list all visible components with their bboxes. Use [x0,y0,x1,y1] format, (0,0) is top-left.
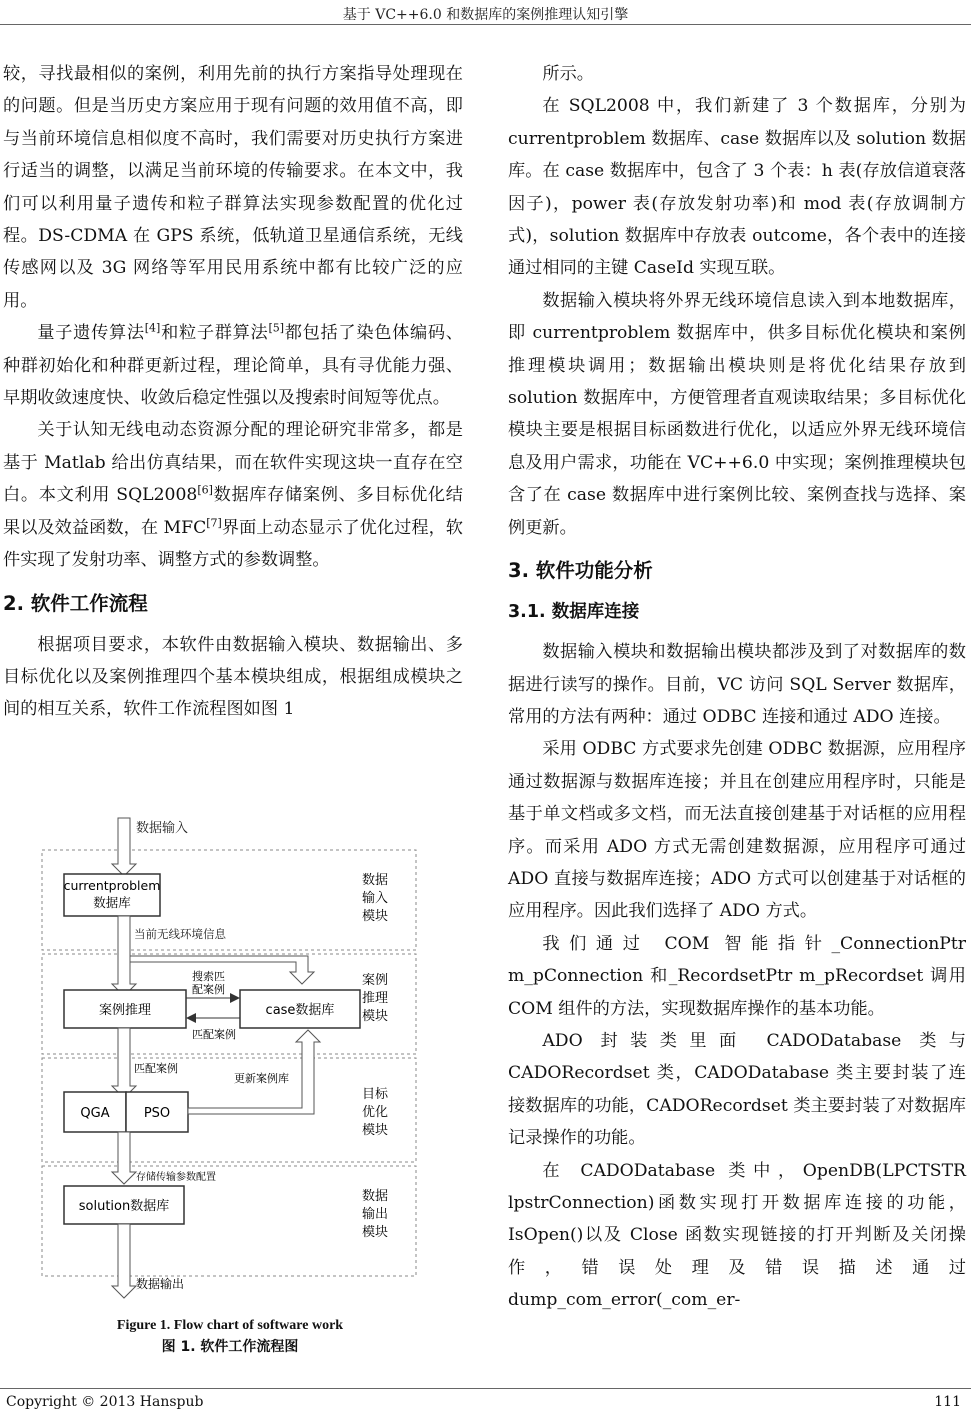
paragraph: 在 CADODatabase 类中，OpenDB(LPCTSTR lpstrConnection)函数实现打开数据库连接的功能，IsOpen()以及 Close 函数实现链接的打开判断及关闭操作，错误处理及错误描述通过 dump_com_error(_com_er- [508,1160,966,1311]
svg-text:solution数据库: solution数据库 [78,1199,170,1214]
left-column [3,58,463,726]
flowchart-figure [40,806,420,1318]
section-heading: 2. 软件工作流程 [3,591,148,615]
citation: [6] [197,483,213,497]
svg-text:数据输出: 数据输出 [136,1277,185,1291]
output-arrow [112,1224,136,1298]
paragraph: 根据项目要求，本软件由数据输入模块、数据输出、多目标优化以及案例推理四个基本模块组成，根据组成模块之间的相互关系，软件工作流程图如图 1 [3,634,463,720]
label-data-in: 数据输入 [136,821,189,836]
svg-text:模块: 模块 [361,1225,389,1240]
svg-text:更新案例库: 更新案例库 [234,1072,289,1085]
citation: [5] [268,321,285,335]
page-number: 111 [934,1394,961,1410]
figure-caption-zh: 图 1. 软件工作流程图 [161,1339,299,1355]
svg-text:输入: 输入 [361,891,389,906]
svg-text:存储传输参数配置: 存储传输参数配置 [136,1172,216,1183]
svg-text:模块: 模块 [361,1009,389,1024]
flowchart-svg [40,806,420,1318]
match-down-arrow [112,1028,136,1098]
svg-text:优化: 优化 [361,1105,389,1120]
svg-text:模块: 模块 [361,909,389,924]
svg-text:PSO: PSO [143,1106,171,1121]
svg-text:数据: 数据 [361,873,389,888]
paragraph: 关于认知无线电动态资源分配的理论研究非常多，都是基于 Matlab 给出仿真结果，而在软件实现这块一直存在空白。本文利用 SQL2008[6]数据库存储案例、多目标优化结果以及效益函数，在 MFC[7]界面上动态显示了优化过程，软件实现了发射功率、调整方式的参数调整。 [3,420,463,571]
svg-text:目标: 目标 [361,1087,389,1102]
svg-text:配案例: 配案例 [192,983,225,996]
paragraph: ADO 封装类里面 CADODatabase 类与 CADORecordset 类，CADODatabase 类主要封装了连接数据库的功能，CADORecordset 类主要封装了对数据库记录操作的功能。 [508,1030,966,1149]
paragraph: 数据输入模块将外界无线环境信息读入到本地数据库，即 currentproblem 数据库中，供多目标优化模块和案例推理模块调用；数据输出模块则是将优化结果存放到 solution 数据库中，方便管理者直观读取结果；多目标优化模块主要是根据目标函数进行优化，以适应外界无线环境信息及用户需求，功能在 VC++6.0 中实现；案例推理模块包含了在 case 数据库中进行案例比较、案例查找与选择、案例更新。 [508,290,966,538]
store-arrow [112,1132,136,1184]
footer-copyright: Copyright © 2013 Hanspub [6,1394,204,1410]
paragraph: 采用 ODBC 方式要求先创建 ODBC 数据源，应用程序通过数据源与数据库连接；并且在创建应用程序时，只能是基于单文档或多文档，而无法直接创建基于对话框的应用程序。而采用 ADO 方式无需创建数据源，应用程序可通过 ADO 直接与数据库连接；ADO 方式可以创建基于对话框的应用程序。因此我们选择了 ADO 方式。 [508,739,966,922]
svg-text:匹配案例: 匹配案例 [134,1062,178,1075]
svg-text:模块: 模块 [361,1123,389,1138]
paragraph: 所示。 [542,64,594,84]
paragraph: 量子遗传算法[4]和粒子群算法[5]都包括了染色体编码、种群初始化和种群更新过程，理论简单，具有寻优能力强、早期收敛速度快、收敛后稳定性强以及搜索时间短等优点。 [3,321,463,409]
footer-rule [0,1388,971,1389]
paragraph: 较，寻找最相似的案例，利用先前的执行方案指导处理现在的问题。但是当历史方案应用于现有问题的效用值不高，即与当前环境信息相似度不高时，我们需要对历史执行方案进行适当的调整，以满足当前环境的传输要求。在本文中，我们可以利用量子遗传和粒子群算法实现参数配置的优化过程。DS-CDMA 在 GPS 系统，低轨道卫星通信系统，无线传感网以及 3G 网络等军用民用系统中都有比较广泛的应用。 [3,64,463,311]
paragraph: 我们通过 COM 智能指针_ConnectionPtr m_pConnection 和_RecordsetPtr m_pRecordset 调用 COM 组件的方法，实现数据库操作的基本功能。 [508,933,966,1019]
citation: [4] [144,321,161,335]
svg-text:输出: 输出 [361,1207,389,1222]
citation: [7] [206,515,222,529]
svg-text:当前无线环境信息: 当前无线环境信息 [134,927,226,941]
svg-text:案例: 案例 [361,973,389,988]
paragraph: 在 SQL2008 中，我们新建了 3 个数据库，分别为 currentproblem 数据库、case 数据库以及 solution 数据库。在 case 数据库中，包含了 3 个表：h 表(存放信道衰落因子)，power 表(存放发射功率)和 mod 表(存放调制方式)，solution 数据库中存放表 outcome，各个表中的连接通过相同的主键 CaseId 实现互联。 [508,96,966,279]
subsection-heading: 3.1. 数据库连接 [508,602,640,623]
svg-text:匹配案例: 匹配案例 [192,1028,236,1041]
figure-caption-en: Figure 1. Flow chart of software work [116,1318,344,1333]
svg-text:案例推理: 案例推理 [98,1003,152,1018]
svg-text:推理: 推理 [361,991,389,1006]
right-column [508,58,966,1317]
section-heading: 3. 软件功能分析 [508,559,653,583]
input-arrow [112,818,136,876]
header-rule [0,24,971,25]
paragraph: 数据输入模块和数据输出模块都涉及到了对数据库的数据进行读写的操作。目前，VC 访问 SQL Server 数据库，常用的方法有两种：通过 ODBC 连接和通过 ADO 连接。 [508,642,966,727]
svg-text:currentproblem: currentproblem [63,878,161,893]
running-head: 基于 VC++6.0 和数据库的案例推理认知引擎 [342,7,629,23]
svg-text:case数据库: case数据库 [265,1003,335,1018]
svg-text:数据库: 数据库 [93,895,131,910]
svg-text:QGA: QGA [80,1106,110,1121]
svg-text:搜索匹: 搜索匹 [192,970,225,983]
svg-text:数据: 数据 [361,1189,389,1204]
